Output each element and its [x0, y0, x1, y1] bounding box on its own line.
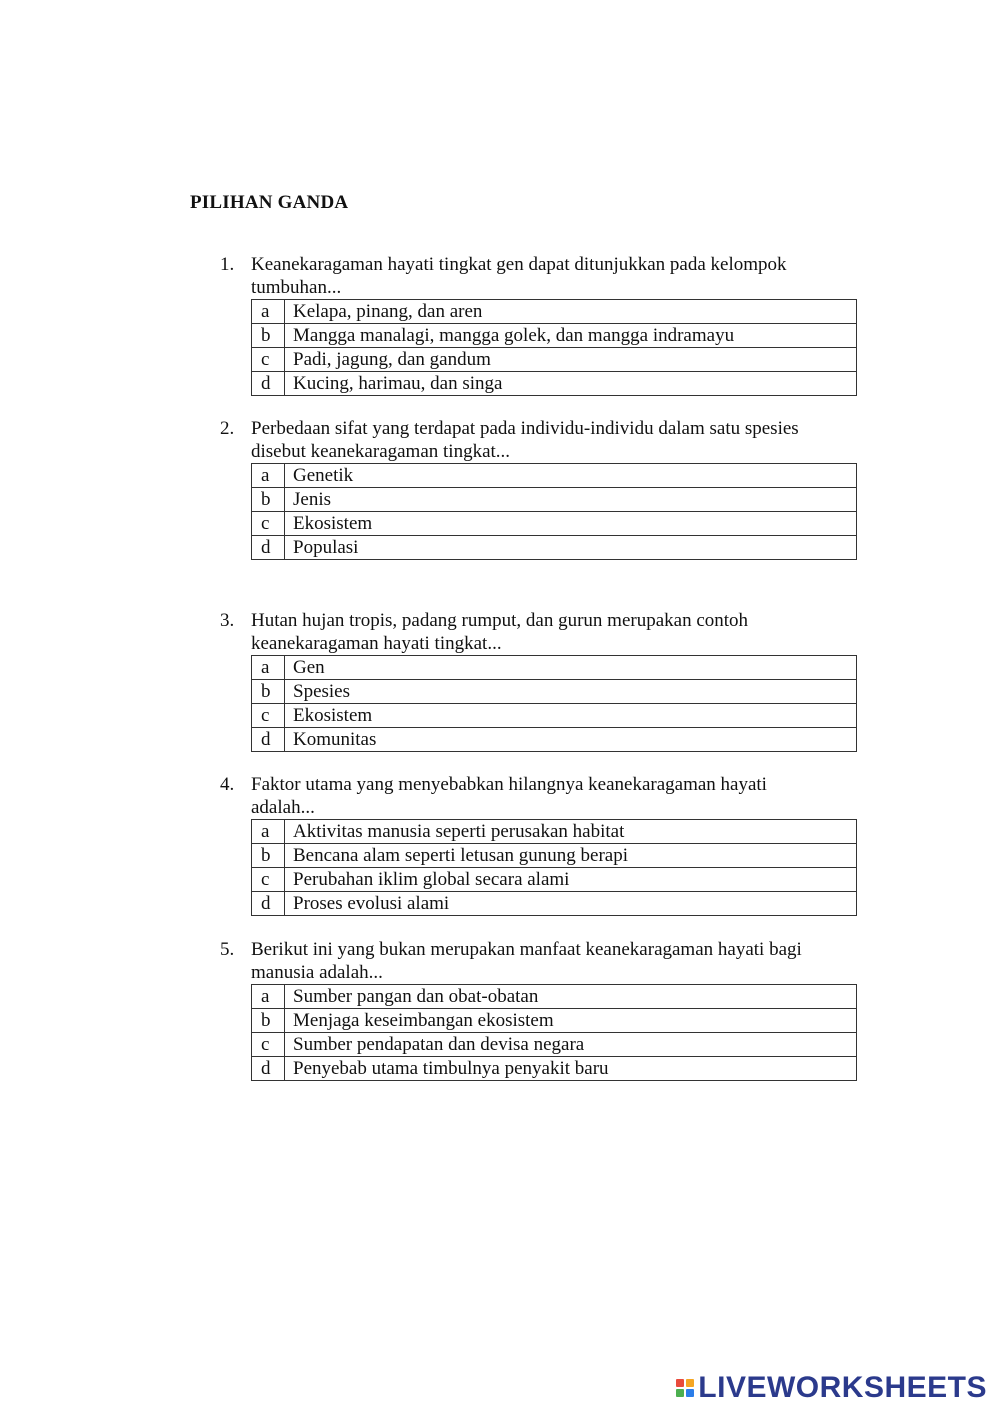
option-text: Proses evolusi alami — [285, 892, 857, 916]
option-letter: b — [252, 844, 285, 868]
option-row[interactable] — [252, 372, 857, 396]
option-row[interactable] — [252, 680, 857, 704]
option-letter: d — [252, 892, 285, 916]
option-row[interactable] — [252, 1057, 857, 1081]
question-text: Keanekaragaman hayati tingkat gen dapat ditunjukkan pada kelompok tumbuhan... — [251, 254, 787, 298]
question-3 — [220, 609, 860, 752]
option-row[interactable] — [252, 728, 857, 752]
option-row[interactable] — [252, 656, 857, 680]
options-table — [251, 299, 857, 396]
option-text: Bencana alam seperti letusan gunung berapi — [285, 844, 857, 868]
options-table — [251, 819, 857, 916]
option-text: Mangga manalagi, mangga golek, dan mangga indramayu — [285, 324, 857, 348]
options-table — [251, 463, 857, 560]
option-letter: c — [252, 704, 285, 728]
option-letter: a — [252, 464, 285, 488]
option-row[interactable] — [252, 844, 857, 868]
option-letter: b — [252, 324, 285, 348]
question-number: 4. — [220, 774, 235, 795]
question-4 — [220, 773, 860, 916]
section-title: PILIHAN GANDA — [190, 192, 349, 213]
option-row[interactable] — [252, 488, 857, 512]
option-text: Sumber pendapatan dan devisa negara — [285, 1033, 857, 1057]
logo-tile — [686, 1379, 694, 1387]
option-row[interactable] — [252, 820, 857, 844]
liveworksheets-logo-icon — [676, 1379, 694, 1397]
option-text: Genetik — [285, 464, 857, 488]
question-1 — [220, 253, 860, 396]
option-letter: c — [252, 348, 285, 372]
option-row[interactable] — [252, 536, 857, 560]
option-letter: a — [252, 820, 285, 844]
option-text: Gen — [285, 656, 857, 680]
option-text: Spesies — [285, 680, 857, 704]
option-row[interactable] — [252, 464, 857, 488]
option-row[interactable] — [252, 868, 857, 892]
option-letter: d — [252, 1057, 285, 1081]
option-text: Jenis — [285, 488, 857, 512]
option-row[interactable] — [252, 348, 857, 372]
question-text: Hutan hujan tropis, padang rumput, dan gurun merupakan contoh keanekaragaman hayati tingkat... — [251, 610, 749, 654]
option-letter: d — [252, 728, 285, 752]
option-letter: c — [252, 1033, 285, 1057]
option-text: Perubahan iklim global secara alami — [285, 868, 857, 892]
options-table — [251, 984, 857, 1081]
option-row[interactable] — [252, 512, 857, 536]
question-number: 2. — [220, 418, 235, 439]
option-letter: a — [252, 656, 285, 680]
liveworksheets-logo[interactable] — [676, 1371, 987, 1405]
option-text: Kucing, harimau, dan singa — [285, 372, 857, 396]
question-text: Berikut ini yang bukan merupakan manfaat keanekaragaman hayati bagi manusia adalah... — [251, 939, 802, 983]
option-letter: c — [252, 868, 285, 892]
option-letter: d — [252, 372, 285, 396]
option-row[interactable] — [252, 300, 857, 324]
question-text: Perbedaan sifat yang terdapat pada individu-individu dalam satu spesies disebut keanekaragaman tingkat... — [251, 418, 799, 462]
option-letter: b — [252, 488, 285, 512]
question-number: 1. — [220, 254, 235, 275]
logo-tile — [676, 1389, 684, 1397]
option-text: Ekosistem — [285, 512, 857, 536]
option-row[interactable] — [252, 892, 857, 916]
option-text: Menjaga keseimbangan ekosistem — [285, 1009, 857, 1033]
option-row[interactable] — [252, 1033, 857, 1057]
option-row[interactable] — [252, 704, 857, 728]
option-text: Kelapa, pinang, dan aren — [285, 300, 857, 324]
option-row[interactable] — [252, 985, 857, 1009]
logo-tile — [686, 1389, 694, 1397]
option-row[interactable] — [252, 324, 857, 348]
question-number: 3. — [220, 610, 235, 631]
option-letter: a — [252, 300, 285, 324]
option-text: Komunitas — [285, 728, 857, 752]
option-text: Populasi — [285, 536, 857, 560]
option-text: Penyebab utama timbulnya penyakit baru — [285, 1057, 857, 1081]
option-letter: a — [252, 985, 285, 1009]
question-2 — [220, 417, 860, 560]
option-letter: d — [252, 536, 285, 560]
option-text: Ekosistem — [285, 704, 857, 728]
question-5 — [220, 938, 860, 1081]
option-letter: b — [252, 1009, 285, 1033]
options-table — [251, 655, 857, 752]
option-text: Aktivitas manusia seperti perusakan habitat — [285, 820, 857, 844]
option-row[interactable] — [252, 1009, 857, 1033]
option-text: Sumber pangan dan obat-obatan — [285, 985, 857, 1009]
option-text: Padi, jagung, dan gandum — [285, 348, 857, 372]
question-number: 5. — [220, 939, 235, 960]
option-letter: c — [252, 512, 285, 536]
option-letter: b — [252, 680, 285, 704]
logo-text: LIVEWORKSHEETS — [698, 1371, 987, 1404]
question-text: Faktor utama yang menyebabkan hilangnya keanekaragaman hayati adalah... — [251, 774, 767, 818]
logo-tile — [676, 1379, 684, 1387]
